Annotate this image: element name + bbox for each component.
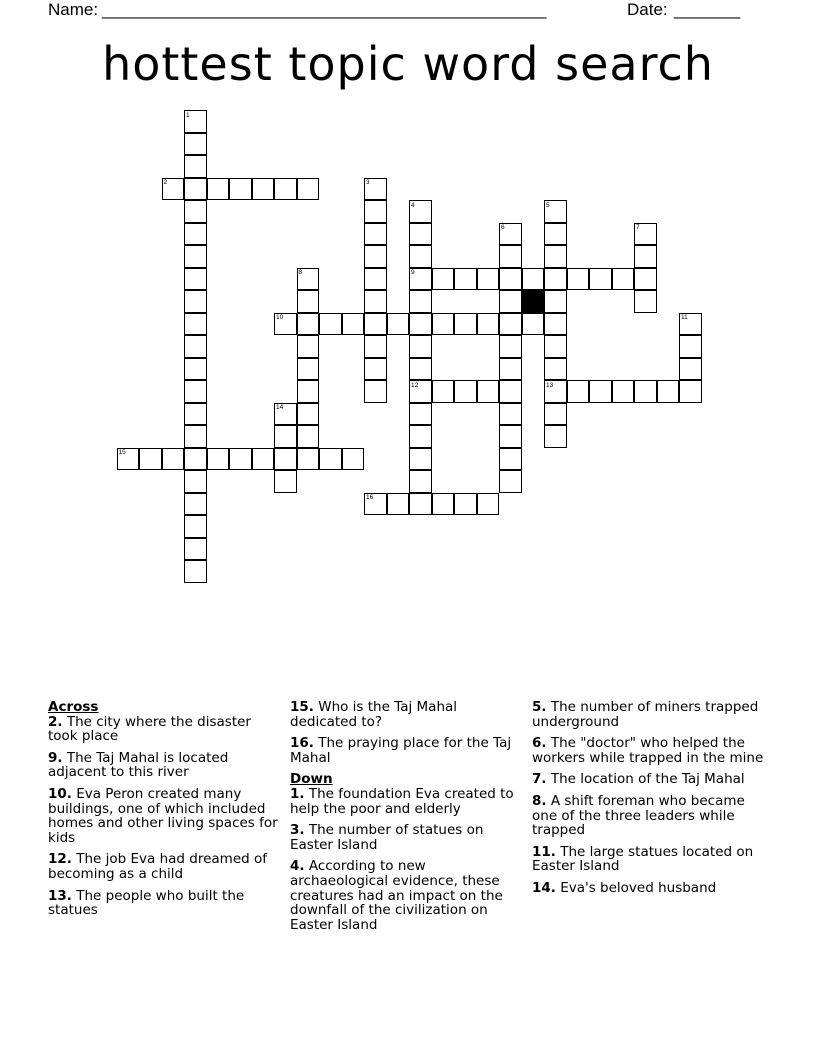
- grid-cell[interactable]: [544, 403, 567, 426]
- grid-cell[interactable]: [184, 358, 207, 381]
- grid-cell[interactable]: [409, 470, 432, 493]
- grid-cell[interactable]: [499, 223, 522, 246]
- grid-cell[interactable]: [184, 313, 207, 336]
- grid-cell[interactable]: [409, 223, 432, 246]
- grid-cell[interactable]: [184, 245, 207, 268]
- clue-number-label: 8: [298, 269, 303, 276]
- clue-number-label: 4: [411, 201, 415, 209]
- grid-cell[interactable]: [162, 178, 185, 201]
- grid-cell[interactable]: [184, 155, 207, 178]
- grid-cell[interactable]: [162, 448, 185, 471]
- clue-number-label: 12: [411, 381, 419, 389]
- grid-cell[interactable]: [634, 380, 657, 403]
- grid-cell[interactable]: [184, 178, 207, 201]
- grid-cell[interactable]: [297, 380, 320, 403]
- grid-cell[interactable]: [499, 448, 522, 471]
- grid-cell[interactable]: [297, 335, 320, 358]
- grid-cell[interactable]: [567, 380, 590, 403]
- clue-down-11: 11. The large statues located on Easter Island: [532, 843, 754, 875]
- grid-cell[interactable]: [364, 493, 387, 516]
- grid-cell[interactable]: [634, 268, 657, 291]
- clue-across-10: 10. Eva Peron created many buildings, one of which included homes and other living spaces for kids: [48, 785, 278, 846]
- clue-down-3: 3. The number of statues on Easter Island: [290, 822, 484, 853]
- grid-cell[interactable]: [409, 493, 432, 516]
- grid-cell[interactable]: [409, 380, 432, 403]
- clue-number-label: 13: [546, 381, 554, 389]
- grid-cell[interactable]: [499, 290, 522, 313]
- down-heading: Down: [290, 771, 333, 788]
- grid-cell[interactable]: [117, 448, 140, 471]
- grid-cell[interactable]: [544, 380, 567, 403]
- clue-across-16: 16. The praying place for the Taj Mahal: [290, 735, 512, 766]
- grid-cell[interactable]: [184, 448, 207, 471]
- clue-across-9: 9. The Taj Mahal is located adjacent to this river: [48, 749, 229, 781]
- grid-cell[interactable]: [477, 380, 500, 403]
- grid-cell[interactable]: [184, 403, 207, 426]
- grid-cell[interactable]: [364, 290, 387, 313]
- grid-cell[interactable]: [184, 380, 207, 403]
- grid-cell[interactable]: [544, 268, 567, 291]
- grid-cell[interactable]: [499, 425, 522, 448]
- clue-number-label: 15: [118, 449, 126, 456]
- grid-cell[interactable]: [544, 358, 567, 381]
- grid-cell[interactable]: [477, 493, 500, 516]
- grid-cell[interactable]: [432, 380, 455, 403]
- clue-number-label: 1: [186, 111, 190, 119]
- clues-column-1: [48, 700, 280, 925]
- black-cell: [522, 290, 545, 313]
- grid-cell[interactable]: [274, 470, 297, 493]
- grid-cell[interactable]: [409, 425, 432, 448]
- clue-down-4: 4. According to new archaeological evidence, these creatures had an impact on the downfall of the civilization on Easter Island: [290, 858, 503, 933]
- date-blank-line[interactable]: _______: [674, 0, 741, 19]
- grid-cell[interactable]: [522, 268, 545, 291]
- grid-cell[interactable]: [409, 245, 432, 268]
- grid-cell[interactable]: [454, 493, 477, 516]
- grid-cell[interactable]: [319, 448, 342, 471]
- grid-cell[interactable]: [544, 313, 567, 336]
- grid-cell[interactable]: [207, 178, 230, 201]
- clue-number-label: 16: [366, 494, 374, 501]
- name-label: Name:: [48, 0, 99, 19]
- grid-cell[interactable]: [499, 358, 522, 381]
- clue-number-label: 9: [411, 269, 415, 276]
- clue-across-12: 12. The job Eva had dreamed of becoming as a child: [48, 851, 267, 882]
- grid-cell[interactable]: [499, 403, 522, 426]
- grid-cell[interactable]: [679, 380, 702, 403]
- grid-cell[interactable]: [252, 178, 275, 201]
- grid-cell[interactable]: [634, 223, 657, 246]
- grid-cell[interactable]: [544, 223, 567, 246]
- grid-cell[interactable]: [297, 403, 320, 426]
- grid-cell[interactable]: [364, 335, 387, 358]
- grid-cell[interactable]: [454, 313, 477, 336]
- grid-cell[interactable]: [297, 178, 320, 201]
- grid-cell[interactable]: [612, 380, 635, 403]
- grid-cell[interactable]: [387, 493, 410, 516]
- grid-cell[interactable]: [364, 178, 387, 201]
- grid-cell[interactable]: [679, 313, 702, 336]
- grid-cell[interactable]: [409, 268, 432, 291]
- grid-cell[interactable]: [184, 470, 207, 493]
- grid-cell[interactable]: [274, 425, 297, 448]
- grid-cell[interactable]: [184, 223, 207, 246]
- clue-number-label: 10: [276, 314, 284, 321]
- grid-cell[interactable]: [499, 313, 522, 336]
- grid-cell[interactable]: [364, 313, 387, 336]
- clues-column-3: [532, 700, 764, 903]
- across-heading: Across: [48, 699, 99, 715]
- grid-cell[interactable]: [499, 245, 522, 268]
- grid-cell[interactable]: [184, 560, 207, 583]
- clue-across-15: 15. Who is the Taj Mahal dedicated to?: [290, 699, 458, 730]
- grid-cell[interactable]: [364, 358, 387, 381]
- date-label: Date:: [627, 0, 668, 19]
- grid-cell[interactable]: [409, 448, 432, 471]
- grid-cell[interactable]: [589, 380, 612, 403]
- grid-cell[interactable]: [297, 268, 320, 291]
- grid-cell[interactable]: [342, 313, 365, 336]
- grid-cell[interactable]: [409, 403, 432, 426]
- clue-number-label: 11: [681, 314, 688, 321]
- grid-cell[interactable]: [364, 380, 387, 403]
- clue-number-label: 6: [501, 224, 505, 231]
- grid-cell[interactable]: [184, 335, 207, 358]
- grid-cell[interactable]: [229, 178, 252, 201]
- grid-cell[interactable]: [477, 313, 500, 336]
- grid-cell[interactable]: [522, 313, 545, 336]
- grid-cell[interactable]: [409, 358, 432, 381]
- grid-cell[interactable]: [297, 448, 320, 471]
- grid-cell[interactable]: [634, 245, 657, 268]
- grid-cell[interactable]: [184, 538, 207, 561]
- grid-cell[interactable]: [544, 290, 567, 313]
- grid-cell[interactable]: [409, 313, 432, 336]
- grid-cell[interactable]: [634, 290, 657, 313]
- grid-cell[interactable]: [499, 470, 522, 493]
- grid-cell[interactable]: [207, 448, 230, 471]
- grid-cell[interactable]: [184, 200, 207, 223]
- grid-cell[interactable]: [364, 245, 387, 268]
- grid-cell[interactable]: [409, 200, 432, 223]
- grid-cell[interactable]: [679, 335, 702, 358]
- page-title: hottest topic word search: [102, 37, 714, 91]
- grid-cell[interactable]: [544, 245, 567, 268]
- grid-cell[interactable]: [297, 358, 320, 381]
- grid-cell[interactable]: [454, 380, 477, 403]
- grid-cell[interactable]: [612, 268, 635, 291]
- clue-down-1: 1. The foundation Eva created to help the poor and elderly: [290, 785, 514, 817]
- grid-cell[interactable]: [342, 448, 365, 471]
- grid-cell[interactable]: [274, 313, 297, 336]
- grid-cell[interactable]: [184, 290, 207, 313]
- grid-cell[interactable]: [184, 133, 207, 156]
- grid-cell[interactable]: [544, 335, 567, 358]
- grid-cell[interactable]: [184, 425, 207, 448]
- grid-cell[interactable]: [184, 268, 207, 291]
- grid-cell[interactable]: [319, 313, 342, 336]
- grid-cell[interactable]: [184, 493, 207, 516]
- clue-down-6: 6. The "doctor" who helped the workers while trapped in the mine: [532, 735, 764, 766]
- grid-cell[interactable]: [454, 268, 477, 291]
- grid-cell[interactable]: [184, 515, 207, 538]
- clue-down-8: 8. A shift foreman who became one of the three leaders while trapped: [532, 792, 745, 839]
- grid-cell[interactable]: [432, 493, 455, 516]
- grid-cell[interactable]: [499, 380, 522, 403]
- grid-cell[interactable]: [477, 268, 500, 291]
- grid-cell[interactable]: [432, 268, 455, 291]
- grid-cell[interactable]: [364, 200, 387, 223]
- clue-down-14: 14. Eva's beloved husband: [532, 879, 717, 896]
- grid-cell[interactable]: [409, 335, 432, 358]
- grid-cell[interactable]: [409, 290, 432, 313]
- grid-cell[interactable]: [657, 380, 680, 403]
- grid-cell[interactable]: [544, 200, 567, 223]
- grid-cell[interactable]: [297, 425, 320, 448]
- grid-cell[interactable]: [274, 448, 297, 471]
- grid-cell[interactable]: [184, 110, 207, 133]
- grid-cell[interactable]: [589, 268, 612, 291]
- grid-cell[interactable]: [274, 178, 297, 201]
- clue-down-7: 7. The location of the Taj Mahal: [532, 771, 745, 788]
- grid-cell[interactable]: [252, 448, 275, 471]
- grid-cell[interactable]: [567, 268, 590, 291]
- clue-number-label: 3: [366, 179, 370, 186]
- grid-cell[interactable]: [274, 403, 297, 426]
- grid-cell[interactable]: [364, 268, 387, 291]
- grid-cell[interactable]: [387, 313, 410, 336]
- grid-cell[interactable]: [499, 268, 522, 291]
- grid-cell[interactable]: [544, 425, 567, 448]
- name-blank-line[interactable]: _______________________________________________: [102, 0, 547, 19]
- grid-cell[interactable]: [432, 313, 455, 336]
- grid-cell[interactable]: [139, 448, 162, 471]
- clue-number-label: 14: [276, 404, 284, 411]
- clues-column-2: [290, 700, 522, 939]
- grid-cell[interactable]: [499, 335, 522, 358]
- clue-across-2: 2. The city where the disaster took place: [48, 713, 251, 745]
- clue-across-13: 13. The people who built the statues: [48, 887, 245, 919]
- clue-number-label: 7: [636, 224, 640, 231]
- grid-cell[interactable]: [297, 313, 320, 336]
- grid-cell[interactable]: [364, 223, 387, 246]
- clue-number-label: 2: [163, 179, 168, 186]
- grid-cell[interactable]: [297, 290, 320, 313]
- grid-cell[interactable]: [229, 448, 252, 471]
- clue-down-5: 5. The number of miners trapped underground: [532, 699, 759, 730]
- clue-number-label: 5: [546, 201, 550, 209]
- grid-cell[interactable]: [679, 358, 702, 381]
